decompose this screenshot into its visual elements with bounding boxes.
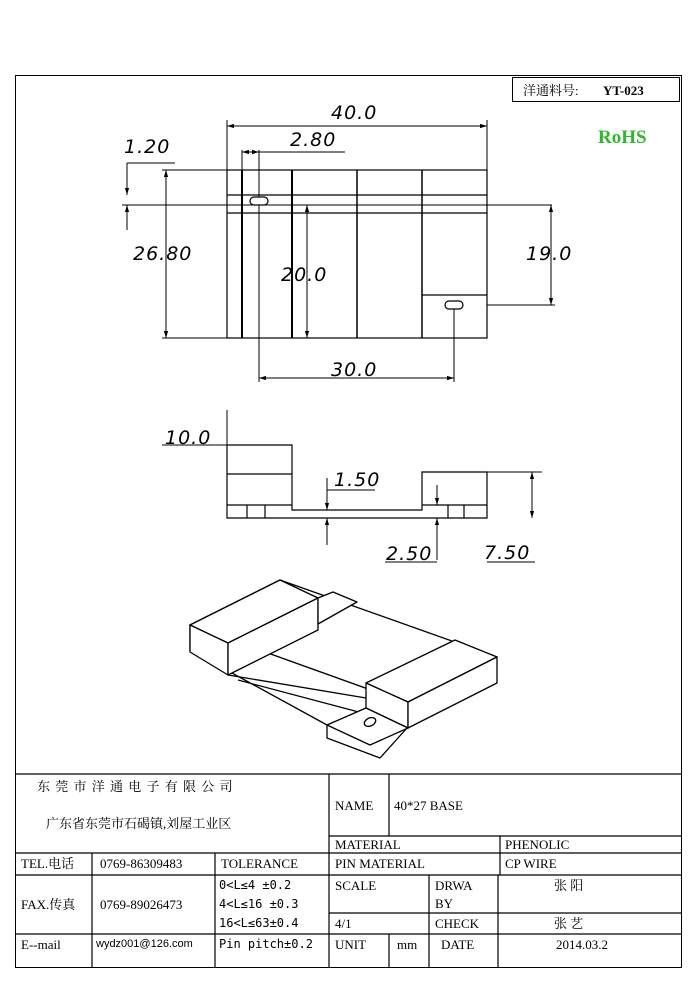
check-value: 张 艺 xyxy=(554,916,584,931)
unit-value: mm xyxy=(397,937,418,952)
name-value: 40*27 BASE xyxy=(394,798,463,813)
top-view xyxy=(227,170,487,338)
tolerance-row-4: Pin pitch±0.2 xyxy=(219,937,313,951)
scale-label: SCALE xyxy=(335,878,377,893)
dim-slot-depth: 2.50 xyxy=(386,543,433,565)
pin-material-label: PIN MATERIAL xyxy=(335,856,425,871)
company-name: 东 莞 市 洋 通 电 子 有 限 公 司 xyxy=(37,779,234,794)
date-label: DATE xyxy=(441,937,475,952)
company-address: 广东省东莞市石碣镇,刘屋工业区 xyxy=(46,816,232,831)
dim-top-width: 40.0 xyxy=(331,102,378,124)
dim-slot-span: 30.0 xyxy=(331,359,378,381)
name-label: NAME xyxy=(335,798,374,813)
dim-right-height: 19.0 xyxy=(526,243,573,265)
dim-slot-offset: 2.80 xyxy=(290,129,337,151)
dim-inner-height: 20.0 xyxy=(281,264,328,286)
drawn-label-1: DRWA xyxy=(435,878,473,893)
part-number-value: YT-023 xyxy=(603,83,644,98)
material-value: PHENOLIC xyxy=(505,837,570,852)
email-label: E--mail xyxy=(21,937,61,952)
isometric-view xyxy=(190,580,497,758)
slot-hole-left xyxy=(250,197,268,205)
rohs-mark: RoHS xyxy=(598,127,647,148)
material-label: MATERIAL xyxy=(335,837,401,852)
scale-value: 4/1 xyxy=(335,916,352,931)
fax-value: 0769-89026473 xyxy=(100,897,183,912)
tel-label: TEL.电话 xyxy=(21,856,75,871)
dim-overall-height: 26.80 xyxy=(133,243,193,265)
dim-base-thickness: 1.50 xyxy=(334,469,381,491)
unit-label: UNIT xyxy=(335,937,367,952)
drawn-label-2: BY xyxy=(435,896,454,911)
drawn-value: 张 阳 xyxy=(554,878,584,893)
dim-side-step: 7.50 xyxy=(484,542,531,564)
date-value: 2014.03.2 xyxy=(556,937,608,952)
email-value: wydz001@126.com xyxy=(96,938,193,950)
dim-left-offset: 1.20 xyxy=(124,136,171,158)
check-label: CHECK xyxy=(435,916,480,931)
pin-material-value: CP WIRE xyxy=(505,856,557,871)
dim-side-height: 10.0 xyxy=(165,427,212,449)
tolerance-row-2: 4<L≤16 ±0.3 xyxy=(219,897,299,911)
slot-hole-right xyxy=(445,301,463,309)
tel-value: 0769-86309483 xyxy=(100,856,183,871)
tolerance-row-3: 16<L≤63±0.4 xyxy=(219,916,299,930)
tolerance-label: TOLERANCE xyxy=(221,856,299,871)
tolerance-row-1: 0<L≤4 ±0.2 xyxy=(219,878,292,892)
part-number-box xyxy=(512,77,680,102)
part-number-label: 洋通料号: xyxy=(523,83,579,98)
fax-label: FAX.传真 xyxy=(21,897,76,912)
